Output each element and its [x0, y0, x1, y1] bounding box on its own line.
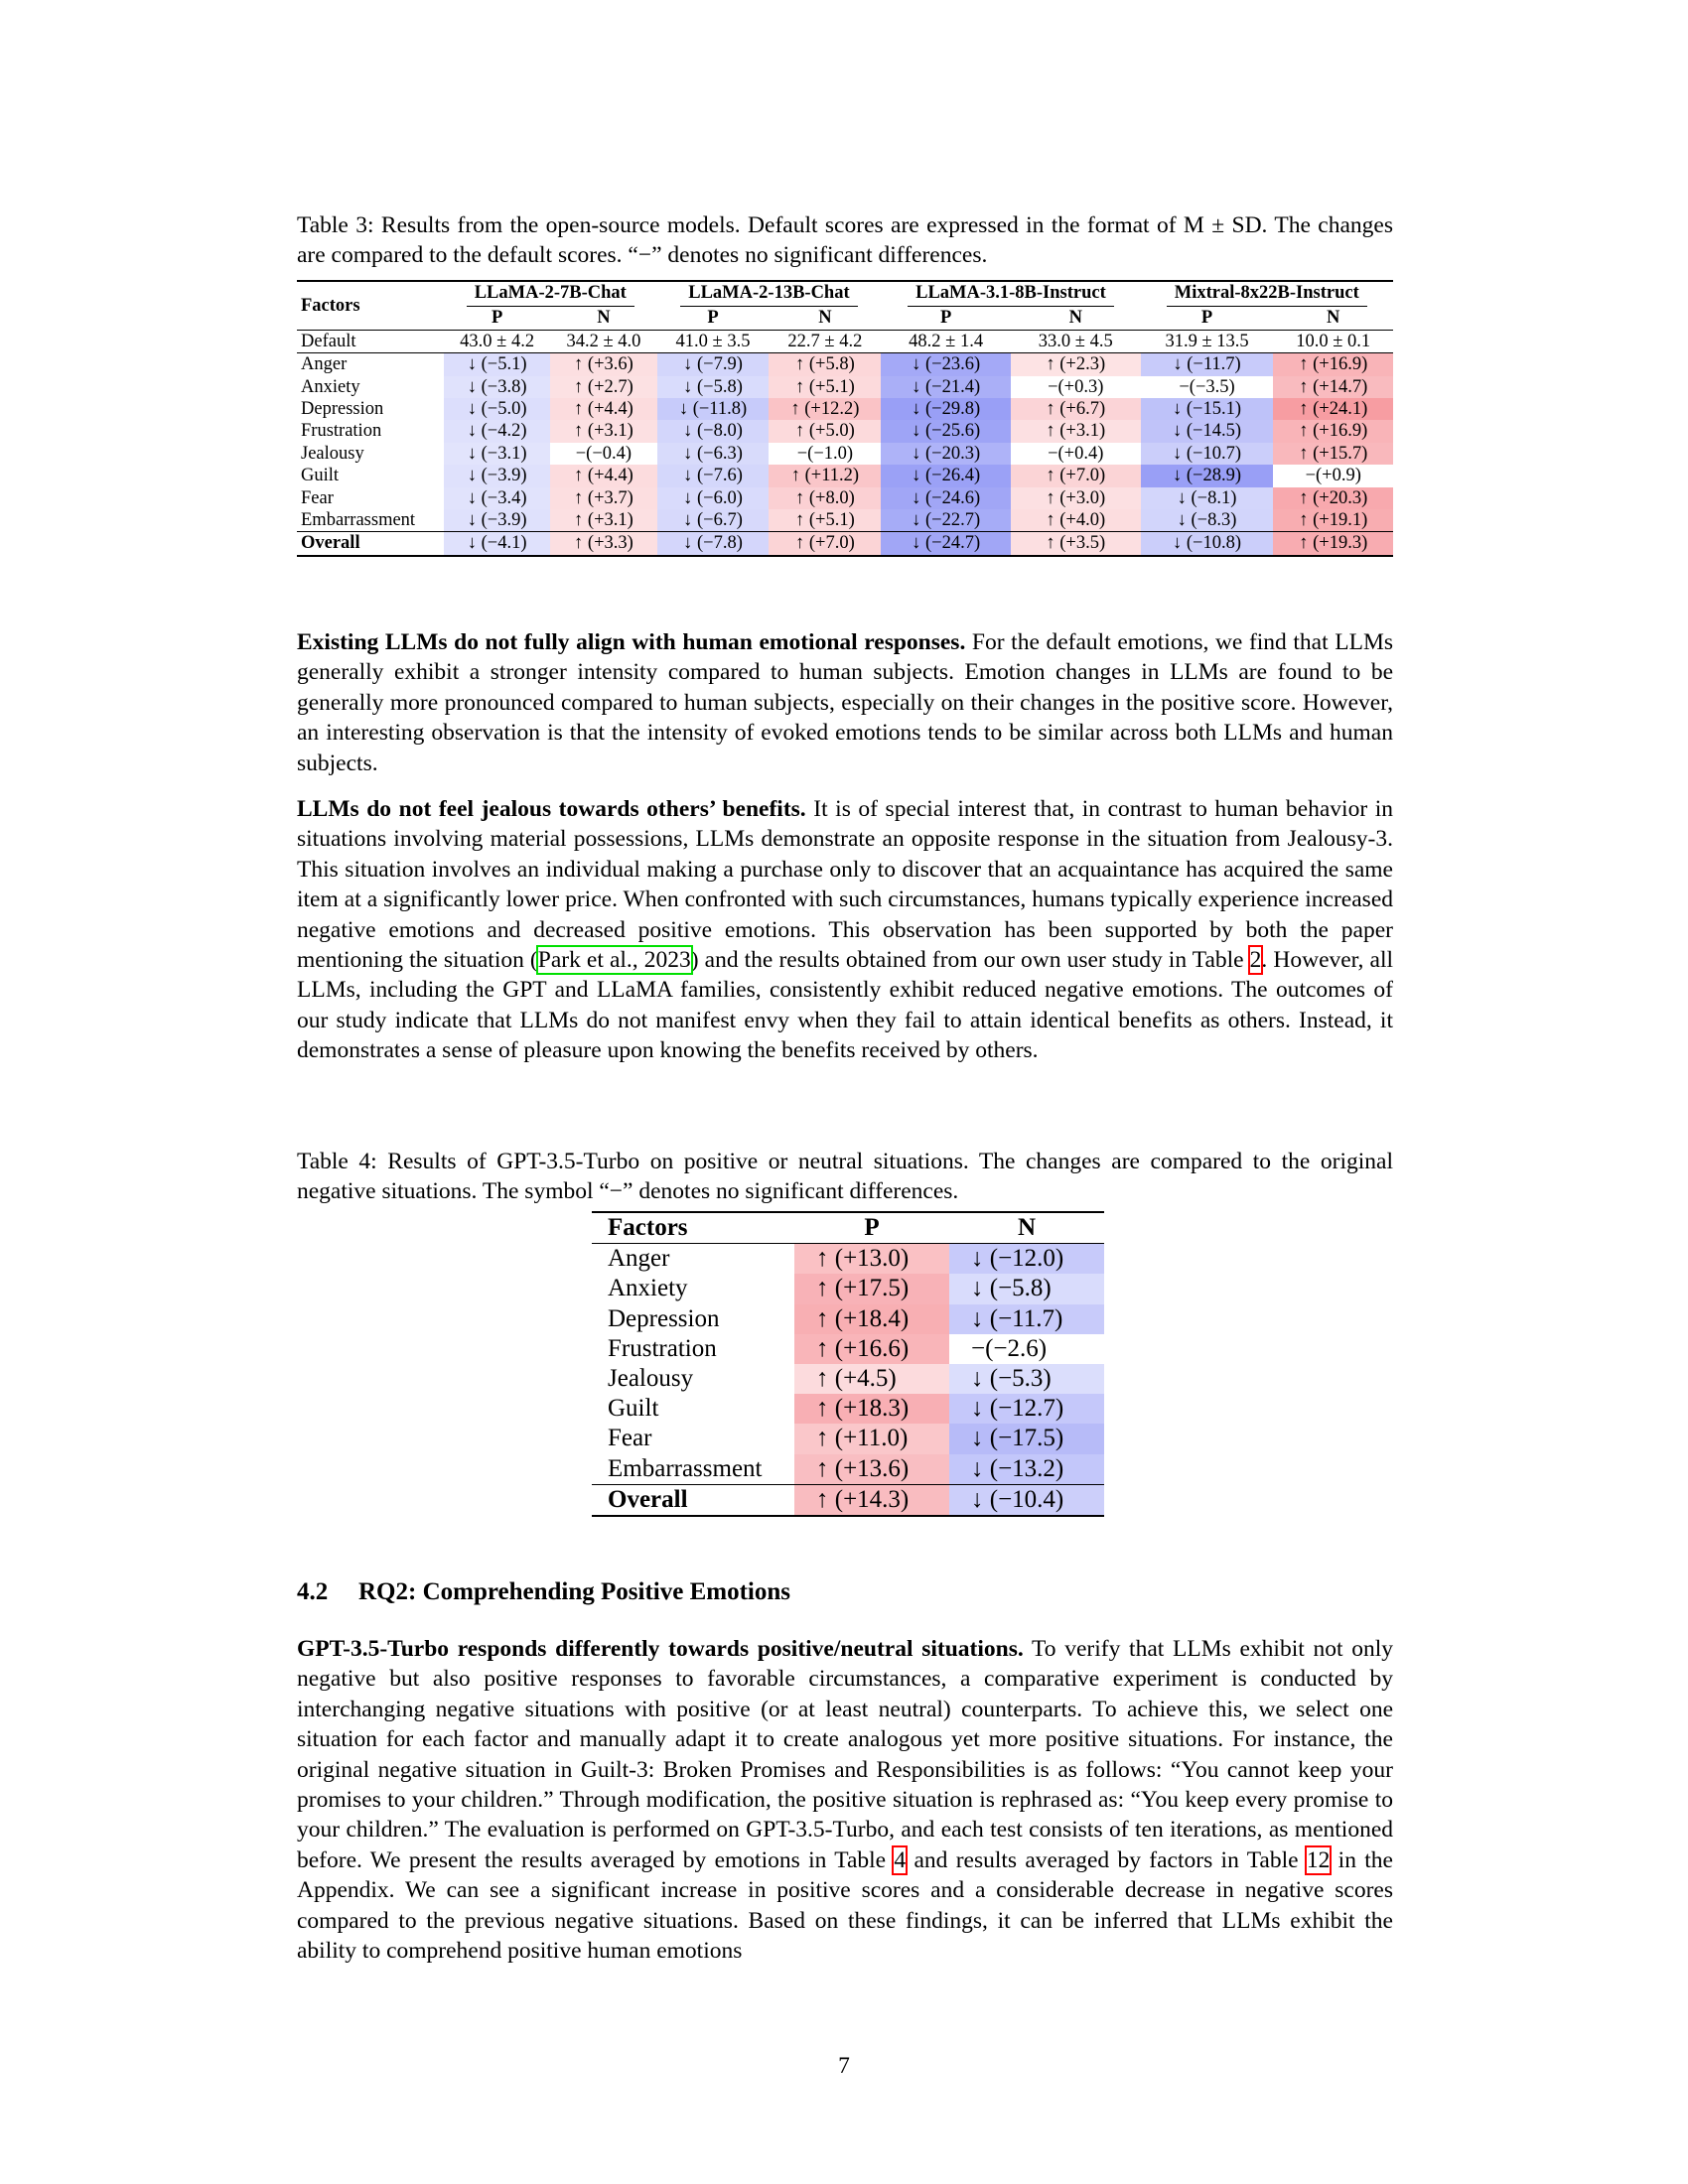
subheader-n: N	[818, 308, 832, 329]
row-label: Jealousy	[608, 1365, 694, 1393]
change-value: −(+0.4)	[1048, 443, 1104, 464]
default-value: 43.0 ± 4.2	[444, 330, 550, 352]
change-value: ↓ (−21.4)	[881, 376, 1011, 398]
change-value: ↑ (+3.1)	[550, 509, 656, 532]
change-value: ↑ (+2.3)	[1011, 353, 1141, 376]
table-row	[592, 1334, 1104, 1364]
paragraph-body: To verify that LLMs exhibit not only negative but also positive responses to favorable circumstances, a comparative experiment is conducted by interchanging negative situations with positive (or at least neutral) counterparts. To achieve this, we select one situation for each factor and manually adapt it to create analogous yet more positive situations. For instance, the original negative situation in Guilt-3: Broken Promises and Responsibilities is as follows: “You cannot keep your promises to your children.” Through modification, the positive situation is rephrased as: “You keep every promise to your children.” The evaluation is performed on GPT-3.5-Turbo, and each test consists of ten iterations, as mentioned before. We present the results averaged by emotions in Table	[297, 1636, 1394, 1873]
change-value: ↓ (−8.3)	[1141, 509, 1274, 532]
row-label: Guilt	[301, 466, 340, 486]
default-value: 33.0 ± 4.5	[1011, 330, 1141, 352]
change-value: ↑ (+14.7)	[1273, 376, 1393, 398]
model-header-2: LLaMA-3.1-8B-Instruct	[881, 281, 1140, 307]
paragraph-jealousy	[297, 794, 1393, 1066]
table-row	[297, 443, 1393, 465]
change-value: ↑ (+5.1)	[769, 376, 881, 398]
change-value: ↓ (−6.3)	[657, 443, 770, 465]
n-change-value: −(−2.6)	[971, 1334, 1048, 1362]
change-value: ↓ (−3.8)	[444, 376, 550, 398]
n-change-value: ↓ (−12.0)	[949, 1244, 1104, 1275]
row-label: Fear	[608, 1425, 652, 1452]
section-number: 4.2	[297, 1578, 329, 1605]
change-value: ↑ (+7.0)	[1011, 465, 1141, 486]
p-change-value: ↑ (+11.0)	[794, 1424, 949, 1453]
change-value: ↓ (−4.2)	[444, 420, 550, 442]
page-number: 7	[838, 2053, 850, 2079]
change-value: ↑ (+3.5)	[1011, 532, 1141, 556]
subheader-p: P	[939, 308, 952, 329]
change-value: ↑ (+24.1)	[1273, 398, 1393, 420]
paragraph-lead: LLMs do not feel jealous towards others’ benefits.	[297, 796, 806, 822]
n-change-value: ↓ (−5.3)	[949, 1364, 1104, 1394]
change-value: ↑ (+6.7)	[1011, 398, 1141, 420]
change-value: −(−3.5)	[1179, 376, 1235, 397]
row-label: Anxiety	[608, 1275, 688, 1302]
paragraph-lead: Existing LLMs do not fully align with human emotional responses.	[297, 629, 966, 655]
change-value: ↓ (−5.0)	[444, 398, 550, 420]
row-label: Default	[297, 330, 444, 352]
change-value: ↓ (−8.0)	[657, 420, 770, 442]
change-value: ↓ (−24.6)	[881, 487, 1011, 509]
change-value: ↑ (+3.1)	[1011, 420, 1141, 442]
row-label: Overall	[297, 532, 444, 556]
change-value: ↑ (+19.1)	[1273, 509, 1393, 532]
change-value: ↓ (−26.4)	[881, 465, 1011, 486]
change-value: ↑ (+16.9)	[1273, 420, 1393, 442]
change-value: ↑ (+3.6)	[550, 353, 656, 376]
subheader-p: P	[707, 308, 719, 329]
change-value: ↓ (−23.6)	[881, 353, 1011, 376]
subheader-p: P	[1200, 308, 1213, 329]
paragraph-body: and results averaged by factors in Table	[906, 1846, 1307, 1873]
change-value: ↑ (+5.8)	[769, 353, 881, 376]
row-label: Anger	[608, 1245, 670, 1273]
change-value: ↑ (+15.7)	[1273, 443, 1393, 465]
change-value: ↓ (−29.8)	[881, 398, 1011, 420]
change-value: ↑ (+4.0)	[1011, 509, 1141, 532]
factors-header: Factors	[592, 1212, 794, 1244]
subheader-p: P	[491, 308, 503, 329]
change-value: ↓ (−20.3)	[881, 443, 1011, 465]
change-value: ↓ (−25.6)	[881, 420, 1011, 442]
change-value: ↓ (−3.4)	[444, 487, 550, 509]
table-row	[592, 1274, 1104, 1303]
table3-caption: Table 3: Results from the open-source models. Default scores are expressed in the format of M ± SD. The changes are compared to the default scores. “−” denotes no significant differences.	[297, 212, 1393, 268]
change-value: ↑ (+4.4)	[550, 465, 656, 486]
change-value: ↓ (−10.8)	[1141, 532, 1274, 556]
default-value: 22.7 ± 4.2	[769, 330, 881, 352]
row-label: Frustration	[301, 421, 382, 442]
default-value: 31.9 ± 13.5	[1141, 330, 1274, 352]
change-value: ↑ (+4.4)	[550, 398, 656, 420]
change-value: ↑ (+3.3)	[550, 532, 656, 556]
default-value: 34.2 ± 4.0	[550, 330, 656, 352]
model-header-0: LLaMA-2-7B-Chat	[444, 281, 657, 307]
change-value: ↓ (−3.9)	[444, 509, 550, 532]
change-value: ↓ (−7.9)	[657, 353, 770, 376]
n-change-value: ↓ (−13.2)	[949, 1454, 1104, 1485]
factors-header: Factors	[297, 281, 444, 330]
change-value: ↓ (−5.1)	[444, 353, 550, 376]
change-value: ↓ (−11.7)	[1141, 353, 1274, 376]
table-row	[592, 1424, 1104, 1453]
change-value: ↑ (+3.1)	[550, 420, 656, 442]
change-value: −(+0.9)	[1305, 466, 1361, 486]
n-change-value: ↓ (−11.7)	[949, 1304, 1104, 1334]
row-label: Guilt	[608, 1395, 659, 1423]
change-value: ↓ (−28.9)	[1141, 465, 1274, 486]
paragraph-lead: GPT-3.5-Turbo responds differently towards positive/neutral situations.	[297, 1636, 1024, 1662]
table-row	[297, 465, 1393, 486]
p-change-value: ↑ (+16.6)	[794, 1334, 949, 1364]
n-change-value: ↓ (−5.8)	[949, 1274, 1104, 1303]
change-value: ↓ (−7.6)	[657, 465, 770, 486]
p-change-value: ↑ (+17.5)	[794, 1274, 949, 1303]
row-label: Depression	[608, 1304, 720, 1332]
table4-caption: Table 4: Results of GPT-3.5-Turbo on positive or neutral situations. The changes are compared to the original negative situations. The symbol “−” denotes no significant differences.	[297, 1149, 1393, 1204]
table-row	[592, 1364, 1104, 1394]
change-value: ↓ (−4.1)	[444, 532, 550, 556]
table-row	[297, 420, 1393, 442]
change-value: ↑ (+5.1)	[769, 509, 881, 532]
table-row	[297, 398, 1393, 420]
paragraph-body: For the default emotions, we find that LLMs generally exhibit a stronger intensity compared to human subjects. Emotion changes in LLMs are found to be generally more pronounced compared to human subjects, especially on their changes in the positive score. However, an interesting observation is that the intensity of evoked emotions tends to be similar across both LLMs and human subjects.	[297, 629, 1393, 776]
p-change-value: ↑ (+14.3)	[794, 1484, 949, 1516]
default-value: 48.2 ± 1.4	[881, 330, 1011, 352]
change-value: −(−0.4)	[575, 443, 633, 464]
paragraph-body: in the Appendix. We can see a significant increase in positive scores and a considerable decrease in negative scores compared to the previous negative situations. Based on these findings, it can be inferred that LLMs exhibit the ability to comprehend positive human emotions	[297, 1846, 1393, 1965]
paragraph-positive	[297, 1634, 1393, 1966]
subheader-n: N	[1327, 308, 1340, 329]
n-change-value: ↓ (−10.4)	[949, 1484, 1104, 1516]
change-value: ↑ (+19.3)	[1273, 532, 1393, 556]
change-value: ↑ (+3.7)	[550, 487, 656, 509]
model-header-1: LLaMA-2-13B-Chat	[657, 281, 882, 307]
change-value: ↑ (+12.2)	[769, 398, 881, 420]
change-value: ↑ (+11.2)	[769, 465, 881, 486]
table-reference-link[interactable]: 4	[894, 1846, 907, 1873]
table-row	[592, 1304, 1104, 1334]
p-change-value: ↑ (+4.5)	[794, 1364, 949, 1394]
table-row	[297, 487, 1393, 509]
change-value: ↓ (−24.7)	[881, 532, 1011, 556]
section-title: RQ2: Comprehending Positive Emotions	[358, 1578, 790, 1605]
change-value: ↓ (−11.8)	[657, 398, 770, 420]
table-row	[297, 353, 1393, 376]
change-value: ↓ (−22.7)	[881, 509, 1011, 532]
table-row	[297, 376, 1393, 398]
default-value: 10.0 ± 0.1	[1273, 330, 1393, 352]
paragraph-body: . However, all LLMs, including the GPT and LLaMA families, consistently exhibit reduced negative emotions. The outcomes of our study indicate that LLMs do not manifest envy when they fail to attain identical benefits as others. Instead, it demonstrates a sense of pleasure upon knowing the benefits received by others.	[297, 947, 1393, 1064]
change-value: ↓ (−6.0)	[657, 487, 770, 509]
paragraph-alignment	[297, 627, 1393, 778]
paragraph-body: It is of special interest that, in contrast to human behavior in situations involving material possessions, LLMs demonstrate an opposite response in the situation from Jealousy-3. This situation involves an individual making a purchase only to discover that an acquaintance has acquired the same item at a significantly lower price. When confronted with such circumstances, humans typically experience increased negative emotions and decreased positive emotions. This observation has been supported by both the paper mentioning the situation (	[297, 796, 1393, 974]
table-row	[297, 330, 1393, 352]
change-value: ↑ (+8.0)	[769, 487, 881, 509]
citation-link[interactable]: Park et al., 2023	[537, 947, 691, 974]
p-change-value: ↑ (+13.6)	[794, 1454, 949, 1485]
change-value: ↓ (−7.8)	[657, 532, 770, 556]
row-label: Anger	[297, 353, 444, 376]
default-value: 41.0 ± 3.5	[657, 330, 770, 352]
subheader-n: N	[1068, 308, 1082, 329]
row-label: Embarrassment	[608, 1454, 763, 1482]
change-value: ↓ (−5.8)	[657, 376, 770, 398]
n-change-value: ↓ (−12.7)	[949, 1394, 1104, 1424]
table-row	[592, 1394, 1104, 1424]
subheader-n: N	[597, 308, 611, 329]
change-value: ↑ (+2.7)	[550, 376, 656, 398]
table-reference-link[interactable]: 12	[1306, 1846, 1331, 1873]
change-value: ↑ (+7.0)	[769, 532, 881, 556]
row-label: Overall	[592, 1484, 794, 1516]
row-label: Fear	[301, 487, 334, 508]
change-value: ↑ (+5.0)	[769, 420, 881, 442]
n-header: N	[949, 1212, 1104, 1244]
table3	[297, 280, 1393, 557]
table-reference-link[interactable]: 2	[1249, 947, 1262, 974]
model-header-3: Mixtral-8x22B-Instruct	[1141, 281, 1393, 307]
table-row	[592, 1454, 1104, 1485]
p-change-value: ↑ (+18.3)	[794, 1394, 949, 1424]
row-label: Embarrassment	[301, 510, 416, 531]
table-row-overall	[297, 532, 1393, 556]
row-label: Anxiety	[301, 376, 360, 397]
row-label: Jealousy	[301, 443, 364, 464]
change-value: ↓ (−8.1)	[1141, 487, 1274, 509]
change-value: ↑ (+3.0)	[1011, 487, 1141, 509]
n-change-value: ↓ (−17.5)	[949, 1424, 1104, 1453]
table-row-overall	[592, 1484, 1104, 1516]
row-label: Frustration	[608, 1334, 717, 1362]
p-header: P	[794, 1212, 949, 1244]
change-value: −(+0.3)	[1048, 376, 1104, 397]
p-change-value: ↑ (+13.0)	[794, 1244, 949, 1275]
change-value: ↓ (−6.7)	[657, 509, 770, 532]
change-value: ↓ (−10.7)	[1141, 443, 1274, 465]
row-label: Depression	[301, 399, 384, 420]
change-value: ↓ (−3.9)	[444, 465, 550, 486]
table4	[592, 1211, 1104, 1517]
change-value: ↓ (−3.1)	[444, 443, 550, 465]
table-row	[297, 509, 1393, 532]
change-value: ↑ (+16.9)	[1273, 353, 1393, 376]
change-value: −(−1.0)	[796, 443, 854, 464]
section-heading	[297, 1578, 790, 1606]
change-value: ↑ (+20.3)	[1273, 487, 1393, 509]
p-change-value: ↑ (+18.4)	[794, 1304, 949, 1334]
change-value: ↓ (−14.5)	[1141, 420, 1274, 442]
change-value: ↓ (−15.1)	[1141, 398, 1274, 420]
paragraph-body: ) and the results obtained from our own user study in Table	[690, 947, 1250, 974]
table-row	[592, 1244, 1104, 1275]
